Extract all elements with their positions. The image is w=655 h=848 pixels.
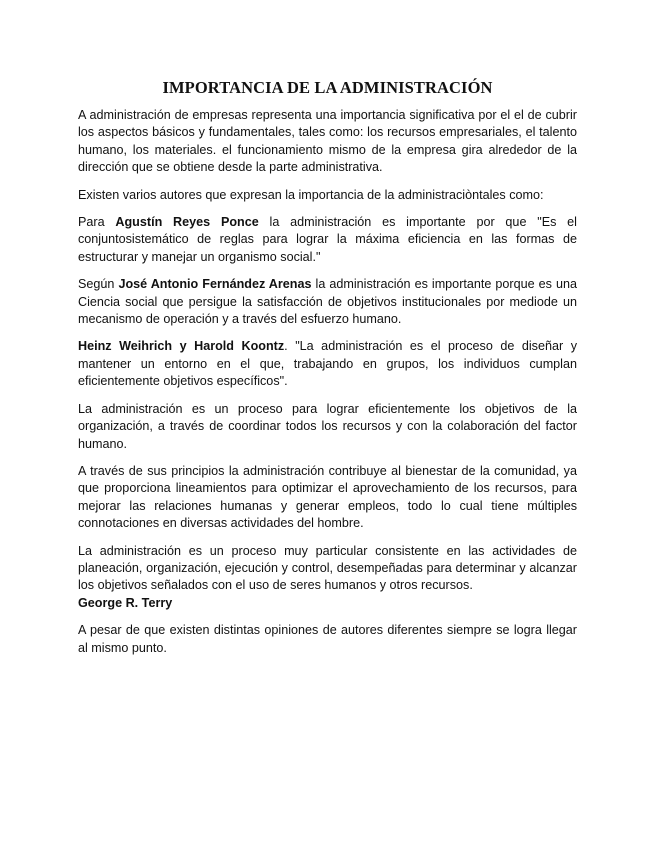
author-name: Agustín Reyes Ponce: [115, 215, 259, 230]
terry-paragraph: [78, 543, 577, 613]
weihrich-koontz-paragraph: [78, 338, 577, 390]
authors-intro-paragraph: Existen varios autores que expresan la importancia de la administraciòntales como:: [78, 187, 544, 202]
paragraph-lead: Para: [78, 215, 116, 230]
paragraph-text: la administración es importante por que "Es el conjuntosistemático de reglas para lograr la máxima eficiencia en las formas de estructurar y manejar un organismo social.": [78, 215, 577, 264]
paragraph-text: la administración es importante porque es una Ciencia social que persigue la satisfacción de objetivos institucionales por mediode un mecanismo de operación y a través del esfuerzo humano.: [78, 277, 577, 327]
page-title: IMPORTANCIA DE LA ADMINISTRACIÓN: [162, 78, 493, 97]
intro-paragraph: A administración de empresas representa una importancia significativa por el el de cubrir los aspectos básicos y fundamentales, tales como: los recursos empresariales, el talento humano, los materiales. el funcionamiento mismo de la empresa gira alrededor de la dirección que se obtiene desde la parte administrativa.: [78, 108, 577, 175]
author-name: Heinz Weihrich y Harold Koontz: [78, 339, 285, 354]
paragraph-text: La administración es un proceso muy particular consistente en las actividades de planeación, organización, ejecución y control, desempeñadas para determinar y alcanzar los objetivos señalados con el uso de seres humanos y otros recursos.: [78, 543, 577, 593]
author-name: José Antonio Fernández Arenas: [118, 277, 312, 292]
paragraph-text: . "La administración es el proceso de diseñar y mantener un entorno en el que, trabajando en grupos, los individuos cumplan eficientemente objetivos específicos".: [78, 339, 577, 389]
process-paragraph: La administración es un proceso para lograr eficientemente los objetivos de la organización, a través de coordinar todos los recursos y con la colaboración del factor humano.: [78, 401, 577, 451]
reyes-ponce-paragraph: [78, 214, 577, 266]
conclusion-paragraph: A pesar de que existen distintas opiniones de autores diferentes siempre se logra llegar al mismo punto.: [78, 623, 577, 655]
author-name: George R. Terry: [78, 595, 173, 610]
fernandez-arenas-paragraph: [78, 276, 577, 328]
principles-paragraph: A través de sus principios la administración contribuye al bienestar de la comunidad, ya que proporciona lineamientos para optimizar el aprovechamiento de los recursos, para mejorar las relaciones humanas y generar empleos, todo lo cual tiene múltiples connotaciones en diversas actividades del hombre.: [78, 463, 577, 531]
paragraph-lead: Según: [78, 277, 119, 292]
